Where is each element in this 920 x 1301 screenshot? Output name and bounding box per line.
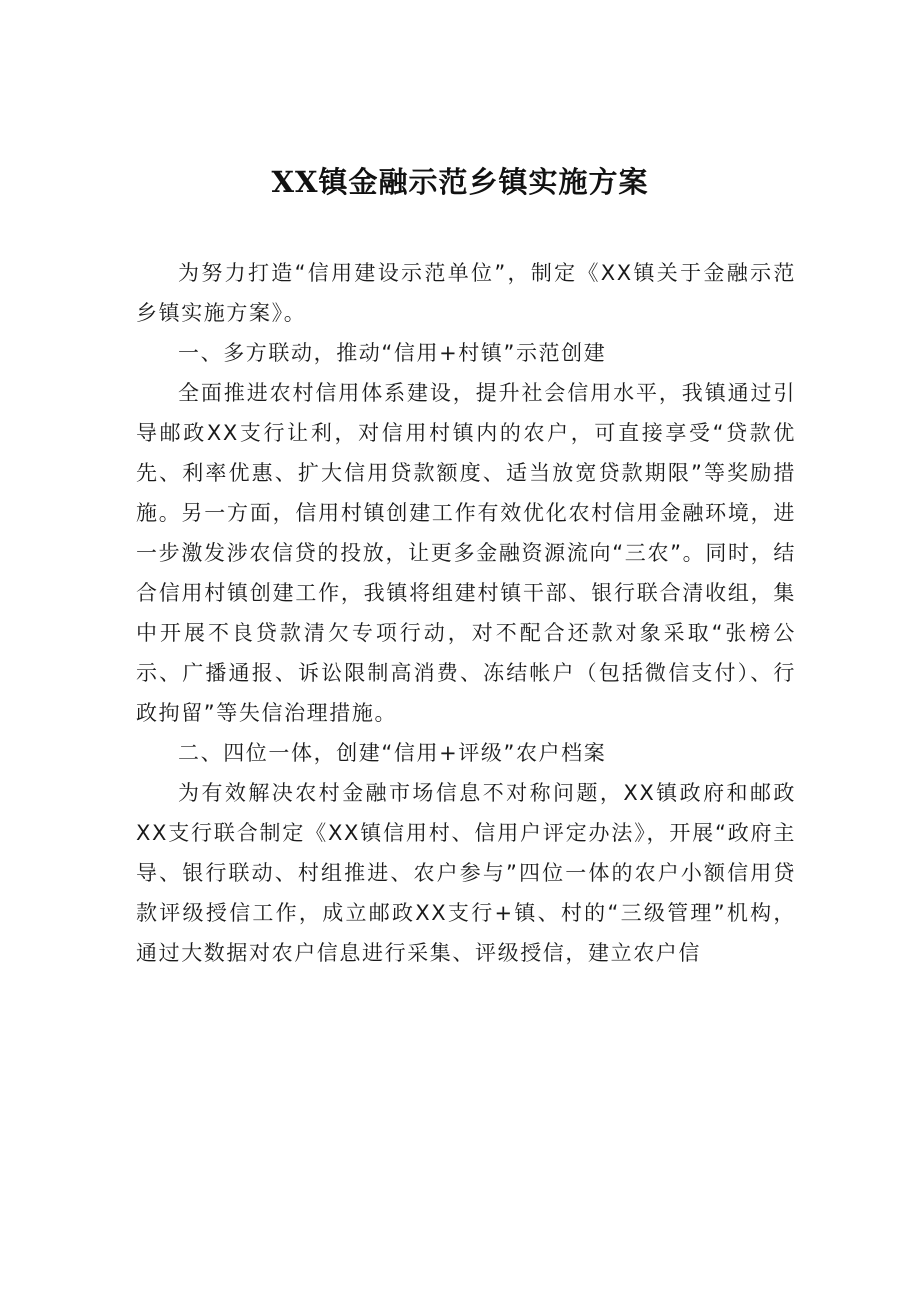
- document-body: [136, 253, 796, 973]
- section-1-paragraph: 全面推进农村信用体系建设，提升社会信用水平，我镇通过引导邮政XX支行让利，对信用村镇内的农户，可直接享受“贷款优先、利率优惠、扩大信用贷款额度、适当放宽贷款期限”等奖励措施。另一方面，信用村镇创建工作有效优化农村信用金融环境，进一步激发涉农信贷的投放，让更多金融资源流向“三农”。同时，结合信用村镇创建工作，我镇将组建村镇干部、银行联合清收组，集中开展不良贷款清欠专项行动，对不配合还款对象采取“张榜公示、广播通报、诉讼限制高消费、冻结帐户（包括微信支付）、行政拘留”等失信治理措施。: [136, 381, 796, 725]
- intro-paragraph: 为努力打造“信用建设示范单位”，制定《XX镇关于金融示范乡镇实施方案》。: [136, 261, 796, 325]
- section-heading-2: 二、四位一体，创建“信用+评级”农户档案: [178, 741, 607, 765]
- section-heading-1: 一、多方联动，推动“信用+村镇”示范创建: [178, 341, 607, 365]
- section-2-paragraph: 为有效解决农村金融市场信息不对称问题，XX镇政府和邮政XX支行联合制定《XX镇信用村、信用户评定办法》，开展“政府主导、银行联动、村组推进、农户参与”四位一体的农户小额信用贷款评级授信工作，成立邮政XX支行+镇、村的“三级管理”机构，通过大数据对农户信息进行采集、评级授信，建立农户信: [136, 781, 796, 965]
- document-title: XX镇金融示范乡镇实施方案: [271, 165, 649, 199]
